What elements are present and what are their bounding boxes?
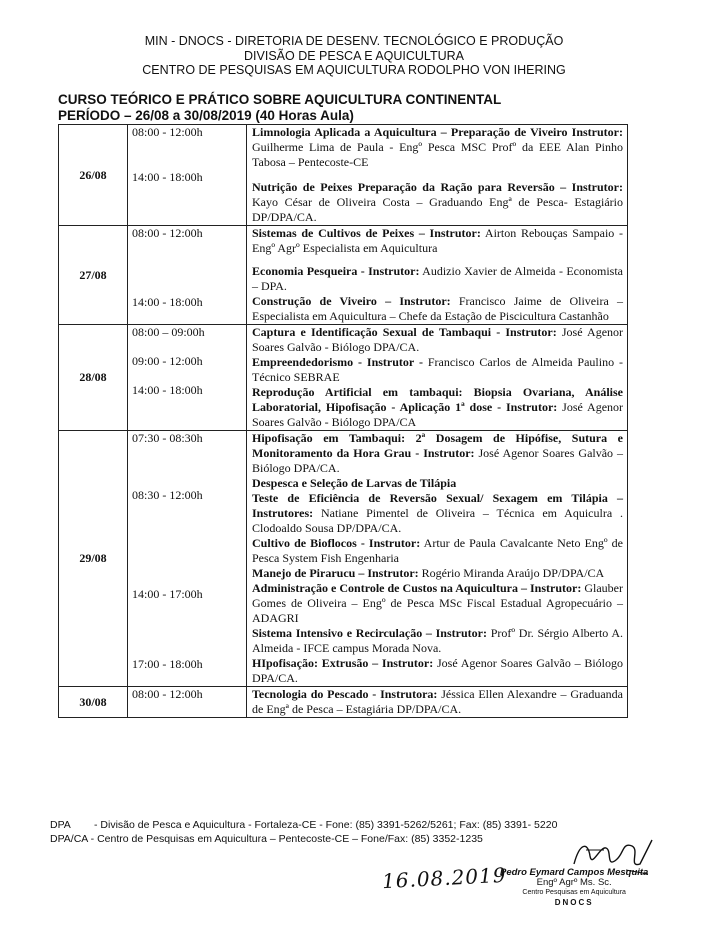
activity-instructor: Audizio Xavier de Almeida - Economista – DPA. — [252, 264, 623, 293]
activities — [247, 125, 628, 226]
footer-dpaca-abbr: DPA/CA — [50, 833, 88, 845]
footer-dpa-abbr: DPA — [50, 819, 71, 831]
time-slot: 07:30 - 08:30h — [132, 431, 203, 445]
stamp-org: DNOCS — [554, 898, 594, 907]
activity-instructor-label: Instrutor: — [571, 125, 623, 139]
activity-entry — [252, 491, 623, 536]
activity-entry — [252, 626, 623, 656]
activity-entry — [252, 385, 623, 430]
activity-title: Sistema Intensivo e Recirculação – — [252, 626, 432, 640]
time-slot: 14:00 - 18:00h — [132, 295, 203, 309]
footer-dpaca-text: - Centro de Pesquisas em Aquicultura – Pentecoste-CE – Fone/Fax: (85) 3352-1235 — [90, 833, 483, 845]
activity-instructor-label: Instrutores: — [252, 506, 314, 520]
activity-instructor: Guilherme Lima de Paula - Engº Pesca MSC Profº da EEE Alan Pinho Tabosa – Pentecoste-CE — [252, 140, 623, 169]
activity-instructor-label: Instrutora: — [380, 687, 438, 701]
time-slot: 14:00 - 18:00h — [132, 170, 203, 184]
schedule-table — [58, 124, 628, 718]
activity-instructor: José Agenor Soares Galvão – Biólogo DPA/CA. — [252, 446, 624, 475]
activity-instructor-label: Instrutor: — [381, 656, 434, 670]
activity-instructor: José Agenor Soares Galvão - Biólogo DPA/CA — [252, 400, 624, 429]
footer-dpa-text: - Divisão de Pesca e Aquicultura - Fortaleza-CE - Fone: (85) 3391-5262/5261; Fax: (85) 3391- 5220 — [94, 819, 558, 831]
footer-contacts — [50, 818, 557, 846]
footer-dpaca-line — [50, 832, 557, 846]
activity-entry — [252, 180, 623, 225]
activity-instructor: José Agenor Soares Galvão - Biólogo DPA/CA. — [252, 325, 624, 354]
activity-entry — [252, 325, 623, 355]
activity-title: Reprodução Artificial em tambaqui: Biopsia Ovariana, Análise Laboratorial, Hipofisação - Aplicação 1ª dose - — [252, 385, 623, 414]
schedule-body — [59, 125, 628, 718]
time-slot: 08:00 - 12:00h — [132, 125, 203, 139]
activity-entry — [252, 125, 623, 170]
activity-entry — [252, 566, 623, 581]
time-slot: 08:30 - 12:00h — [132, 488, 203, 502]
activity-instructor-label: Instrutor: — [399, 294, 451, 308]
activity-instructor-label: Instrutor: — [571, 180, 623, 194]
day-date: 28/08 — [59, 325, 128, 431]
header-line-center: CENTRO DE PESQUISAS EM AQUICULTURA RODOLPHO VON IHERING — [142, 63, 566, 77]
activity-instructor-label: Instrutor: — [505, 325, 557, 339]
activity-instructor: Airton Rebouças Sampaio - Engº Agrº Especialista em Aquicultura — [252, 226, 623, 255]
activity-instructor-label: Instrutor: — [367, 566, 419, 580]
time-slot: 17:00 - 18:00h — [132, 657, 203, 671]
activity-entry — [252, 581, 623, 626]
header-line-division: DIVISÃO DE PESCA E AQUICULTURA — [244, 48, 464, 63]
activity-instructor: Francisco Carlos de Almeida Paulino - Técnico SEBRAE — [252, 355, 623, 384]
activity-instructor-label: Instrutor: — [530, 581, 582, 595]
activities — [247, 325, 628, 431]
activity-entry — [252, 431, 623, 476]
day-date: 29/08 — [59, 431, 128, 687]
activity-title: Hipofisação em Tambaqui: 2ª Dosagem de Hipófise, Sutura e Monitoramento da Hora Grau - — [252, 431, 623, 460]
activity-instructor: Profº Dr. Sérgio Alberto A. Almeida - IFCE campus Morada Nova. — [252, 626, 624, 655]
time-slot: 09:00 - 12:00h — [132, 354, 203, 368]
activity-instructor-label: Instrutor: — [435, 626, 487, 640]
activity-instructor: Francisco Jaime de Oliveira – Especialista em Aquicultura – Chefe da Estação de Piscicultura Castanhão — [252, 294, 623, 323]
activities — [247, 431, 628, 687]
activity-instructor: Glauber Gomes de Oliveira – Engº de Pesca MSc Fiscal Estadual Agropecuário – ADAGRI — [252, 581, 624, 625]
activity-title: Limnologia Aplicada a Aquicultura – Preparação de Viveiro — [252, 125, 568, 139]
schedule-row — [59, 687, 628, 718]
time-slots — [128, 431, 247, 687]
stamp-name: Pedro Eymard Campos Mesquita — [500, 867, 649, 878]
activity-entry — [252, 476, 623, 491]
activity-title: Construção de Viveiro – — [252, 294, 392, 308]
day-date: 27/08 — [59, 226, 128, 325]
document-header — [0, 34, 708, 78]
activity-title: Cultivo de Bioflocos - — [252, 536, 365, 550]
activities — [247, 226, 628, 325]
stamp-title: Engº Agrº Ms. Sc. — [536, 877, 612, 888]
signature-stamp — [500, 868, 648, 908]
activity-title: Manejo de Pirarucu – — [252, 566, 365, 580]
activity-title: Economia Pesqueira - — [252, 264, 365, 278]
activity-entry — [252, 355, 623, 385]
activity-entry — [252, 656, 623, 686]
activity-title: Tecnologia do Pescado - — [252, 687, 377, 701]
time-slot: 08:00 - 12:00h — [132, 687, 203, 701]
time-slots — [128, 125, 247, 226]
activity-instructor: José Agenor Soares Galvão – Biólogo DPA/CA. — [252, 656, 624, 685]
time-slot: 08:00 – 09:00h — [132, 325, 205, 339]
header-line-ministry: MIN - DNOCS - DIRETORIA DE DESENV. TECNOLÓGICO E PRODUÇÃO — [144, 34, 564, 48]
time-slots — [128, 687, 247, 718]
activity-title: HIpofisação: Extrusão – — [252, 656, 379, 670]
schedule-row — [59, 325, 628, 431]
activity-instructor-label: Instrutor: — [505, 400, 558, 414]
activity-entry — [252, 264, 623, 294]
activity-title: Despesca e Seleção de Larvas de Tilápia — [252, 476, 457, 490]
activity-instructor: Jéssica Ellen Alexandre – Graduanda de Engª de Pesca – Estagiária DP/DPA/CA. — [252, 687, 623, 716]
activity-instructor: Natiane Pimentel de Oliveira – Técnica em Aquiculra . Clodoaldo Sousa DP/DPA/CA. — [252, 506, 623, 535]
activity-instructor: Artur de Paula Cavalcante Neto Engº de Pesca System Fish Engenharia — [252, 536, 624, 565]
activity-entry — [252, 294, 623, 324]
activity-instructor-label: Instrutor: — [423, 446, 475, 460]
activity-instructor-label: Instrutor: — [368, 536, 421, 550]
time-slot: 08:00 - 12:00h — [132, 226, 203, 240]
footer-dpa-line — [50, 818, 557, 832]
course-period: PERÍODO – 26/08 a 30/08/2019 (40 Horas Aula) — [58, 108, 354, 123]
stamp-dept: Centro Pesquisas em Aquicultura — [522, 889, 626, 896]
schedule-row — [59, 226, 628, 325]
activity-entry — [252, 226, 623, 256]
activity-instructor-label: Instrutor - — [366, 355, 423, 369]
activity-title: Sistemas de Cultivos de Peixes – — [252, 226, 425, 240]
activity-entry — [252, 536, 623, 566]
course-heading — [58, 92, 501, 124]
time-slots — [128, 325, 247, 431]
activity-title: Teste de Eficiência de Reversão Sexual/ Sexagem em Tilápia – — [252, 491, 623, 505]
schedule-row — [59, 431, 628, 687]
activity-title: Nutrição de Peixes Preparação da Ração para Reversão – — [252, 180, 567, 194]
activity-title: Empreendedorismo - — [252, 355, 363, 369]
activity-title: Captura e Identificação Sexual de Tambaqui - — [252, 325, 501, 339]
activity-instructor-label: Instrutor: — [368, 264, 420, 278]
schedule-row — [59, 125, 628, 226]
activities — [247, 687, 628, 718]
time-slot: 14:00 - 18:00h — [132, 383, 203, 397]
activity-instructor: Kayo César de Oliveira Costa – Graduando Engª de Pesca- Estagiário DP/DPA/CA. — [252, 195, 623, 224]
activity-instructor: Rogério Miranda Araújo DP/DPA/CA — [421, 566, 605, 580]
activity-title: Administração e Controle de Custos na Aquicultura – — [252, 581, 527, 595]
time-slot: 14:00 - 17:00h — [132, 587, 203, 601]
day-date: 26/08 — [59, 125, 128, 226]
time-slots — [128, 226, 247, 325]
activity-entry — [252, 687, 623, 717]
course-title: CURSO TEÓRICO E PRÁTICO SOBRE AQUICULTURA CONTINENTAL — [58, 92, 502, 107]
activity-instructor-label: Instrutor: — [429, 226, 481, 240]
handwritten-date: 16.08.2019 — [381, 862, 508, 894]
day-date: 30/08 — [59, 687, 128, 718]
